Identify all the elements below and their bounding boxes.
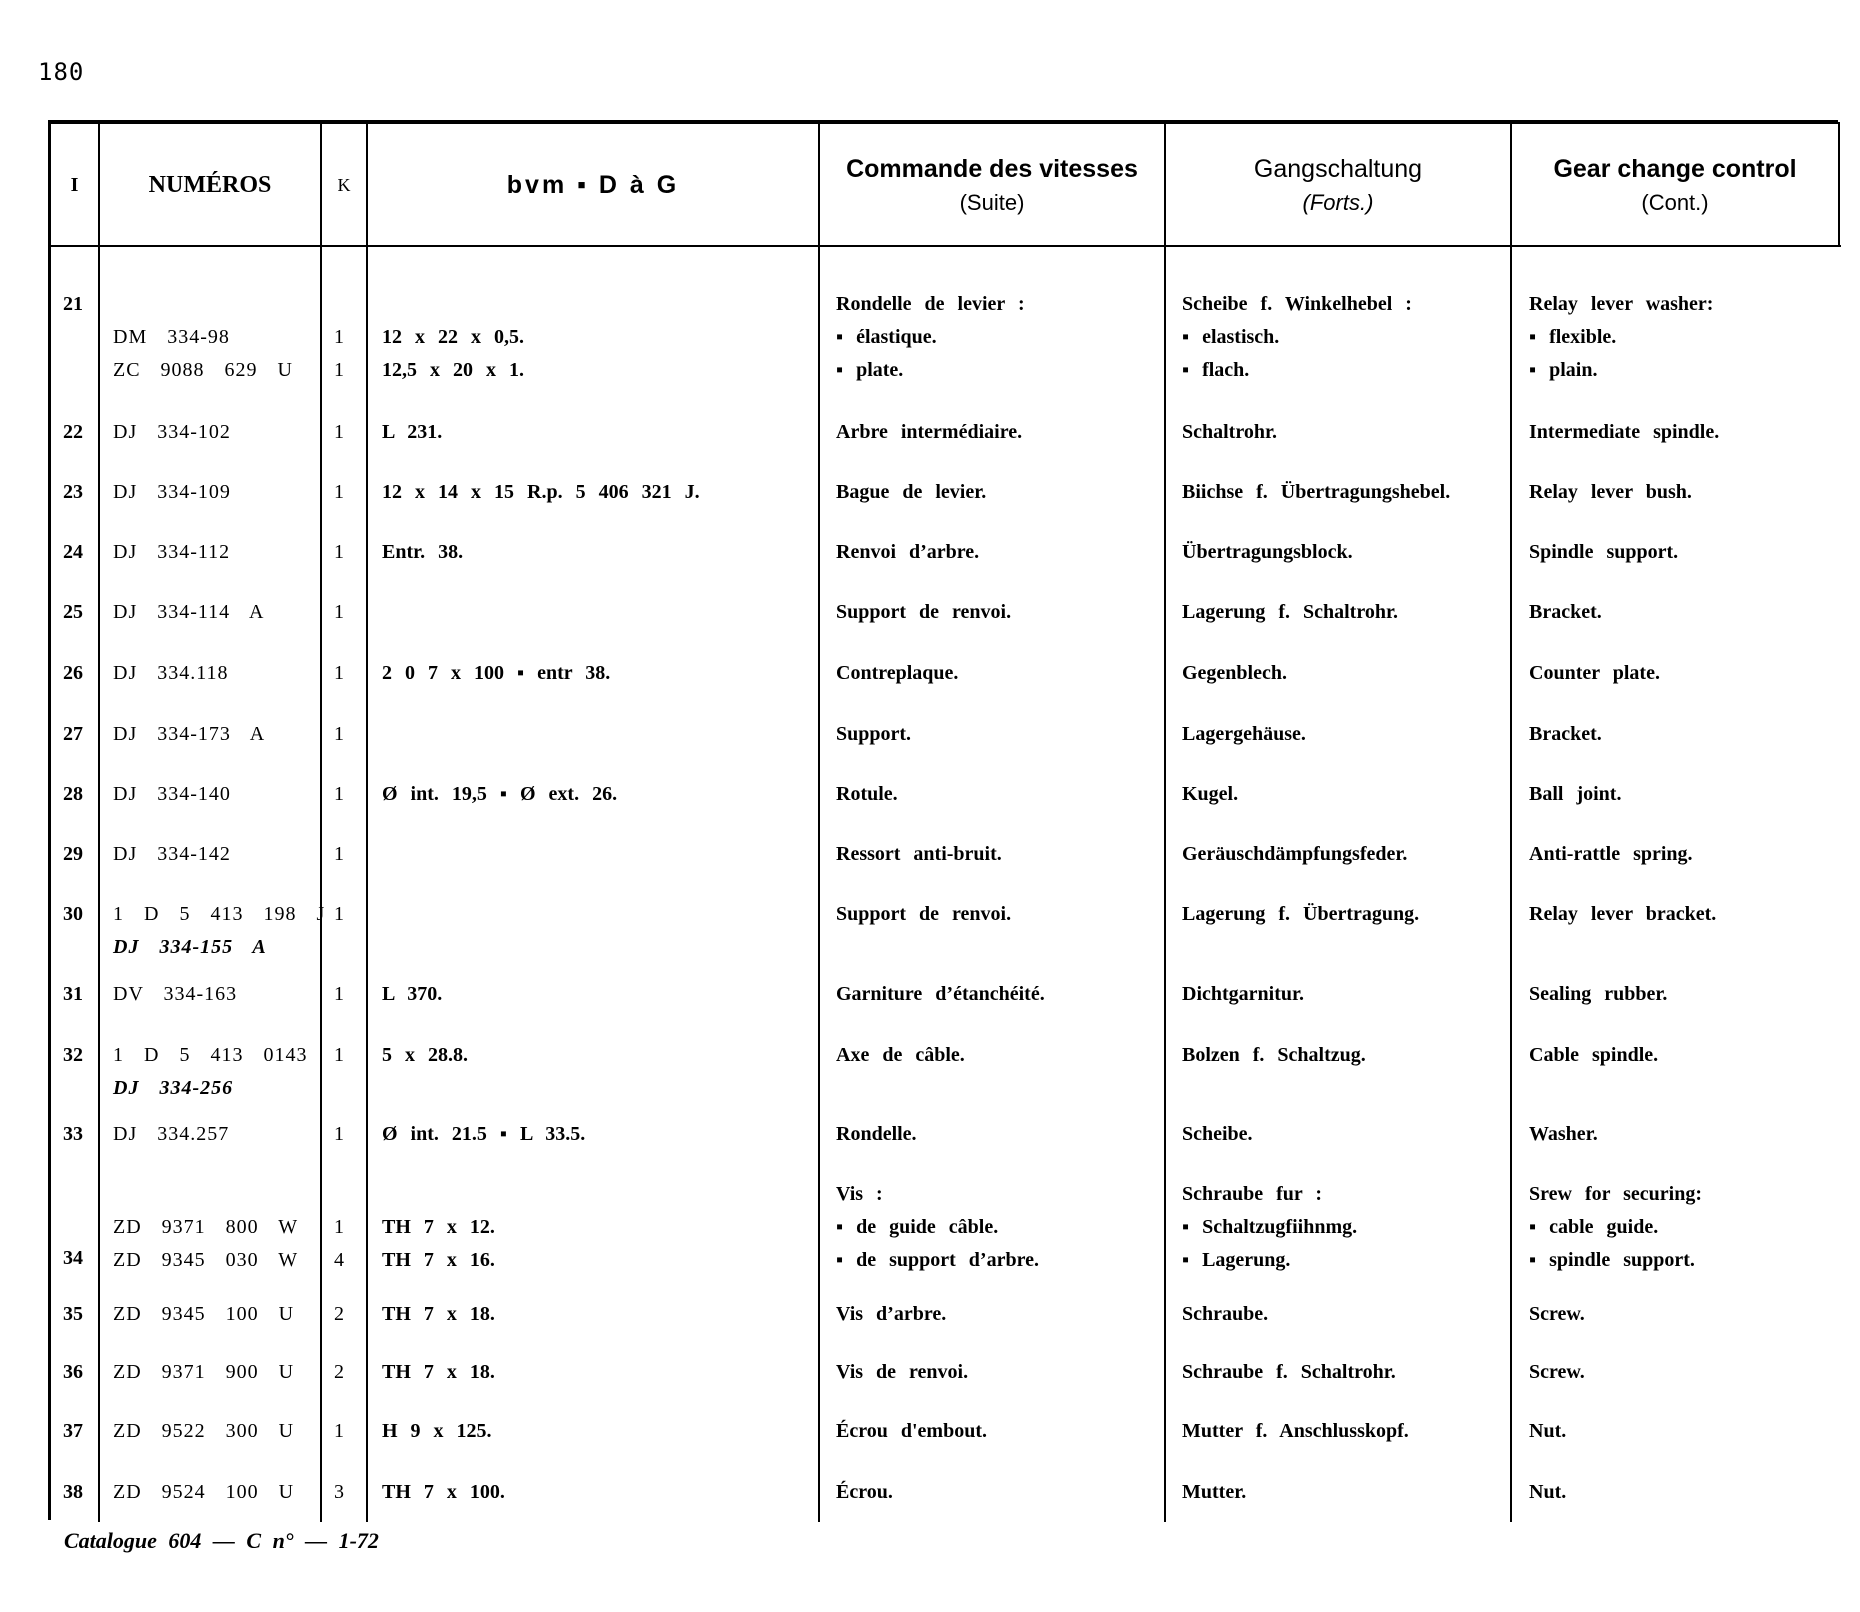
part-number-text: 1 D 5 413 198 J [113,903,326,925]
cell-quantity [334,1356,364,1389]
german-description-text: Lagergehäuse. [1182,723,1306,745]
dimensions-text: TH 7 x 12. [382,1216,495,1238]
cell-part-number [113,718,323,751]
row-index: 35 [63,1303,83,1325]
cell-french-description [836,838,1166,871]
row-index: 37 [63,1420,83,1442]
quantity-text [334,1072,364,1105]
header-index: I [70,173,79,196]
german-description-text: Lagerung f. Übertragung. [1182,903,1420,925]
quantity-text: 1 [334,903,344,925]
dimensions-text: TH 7 x 18. [382,1361,495,1383]
quantity-text: 1 [334,1216,344,1238]
cell-german-description [1182,476,1512,509]
french-description-text: Support de renvoi. [836,903,1012,925]
german-description-text: Gegenblech. [1182,662,1287,684]
english-description-text: ▪ spindle support. [1529,1249,1695,1271]
cell-english-description [1529,1039,1859,1072]
header-french [820,124,1164,246]
english-description-text: ▪ flexible. [1529,326,1617,348]
cell-french-description [836,1476,1166,1509]
quantity-text: 3 [334,1481,344,1503]
cell-french-description [836,978,1166,1011]
cell-french-description [836,898,1166,931]
catalogue-footer: Catalogue 604 — C n° — 1-72 [64,1528,379,1553]
header-english-sub: (Cont.) [1641,189,1709,215]
english-description-text: ▪ cable guide. [1529,1216,1659,1238]
french-description-text: Écrou. [836,1481,893,1503]
cell-english-description [1529,718,1859,751]
cell-german-description [1182,288,1512,387]
page-number: 180 [38,58,85,86]
cell-german-description [1182,898,1512,931]
cell-index [63,1298,103,1331]
dimensions-text [382,718,822,751]
cell-english-description [1529,898,1859,931]
part-number-text: DJ 334-109 [113,481,231,503]
header-german-title: Gangschaltung [1253,154,1423,183]
english-description-text: Nut. [1529,1481,1567,1503]
row-index: 24 [63,541,83,563]
english-description-text: Intermediate spindle. [1529,421,1720,443]
english-description-text: Relay lever bracket. [1529,903,1717,925]
header-english-title: Gear change control [1553,154,1797,183]
part-number-text: DM 334-98 [113,326,230,348]
cell-quantity [334,898,364,964]
part-number-text: DJ 334-173 A [113,723,266,745]
french-description-text: Garniture d’étanchéité. [836,983,1045,1005]
quantity-text: 1 [334,421,344,443]
cell-part-number [113,536,323,569]
row-index: 27 [63,723,83,745]
cell-index [63,596,103,629]
dimensions-text [382,1178,822,1211]
french-description-text: Écrou d'embout. [836,1420,987,1442]
column-divider [366,247,368,1522]
part-number-text: ZC 9088 629 U [113,359,293,381]
cell-part-number [113,1415,323,1448]
cell-english-description [1529,657,1859,690]
english-description-text: Anti-rattle spring. [1529,843,1693,865]
part-number-text: ZD 9522 300 U [113,1420,295,1442]
quantity-text: 1 [334,1044,344,1066]
cell-french-description [836,288,1166,387]
row-index: 21 [63,293,83,315]
german-description-text: ▪ Lagerung. [1182,1249,1291,1271]
german-description-text: Bolzen f. Schaltzug. [1182,1044,1366,1066]
cell-english-description [1529,1118,1859,1151]
cell-french-description [836,778,1166,811]
cell-part-number [113,1118,323,1151]
cell-quantity [334,778,364,811]
cell-part-number [113,288,323,387]
english-description-text: Screw. [1529,1361,1585,1383]
cell-index [63,288,103,321]
english-description-text: Nut. [1529,1420,1567,1442]
dimensions-text: Entr. 38. [382,541,464,563]
dimensions-text [382,596,822,629]
quantity-text [334,288,364,321]
part-number-text: DV 334-163 [113,983,238,1005]
cell-dimensions [382,536,822,569]
cell-part-number [113,1298,323,1331]
french-description-text: Bague de levier. [836,481,987,503]
dimensions-text: 2 0 7 x 100 ▪ entr 38. [382,662,611,684]
cell-quantity [334,476,364,509]
german-description-text: Schraube fur : [1182,1183,1323,1205]
part-number-text: ZD 9371 900 U [113,1361,295,1383]
quantity-text: 2 [334,1361,344,1383]
cell-french-description [836,476,1166,509]
header-french-sub: (Suite) [959,189,1025,215]
cell-german-description [1182,778,1512,811]
quantity-text: 1 [334,601,344,623]
quantity-text [334,931,364,964]
cell-part-number [113,416,323,449]
cell-dimensions [382,1178,822,1277]
cell-index [63,1415,103,1448]
cell-english-description [1529,476,1859,509]
header-k: K [337,174,351,195]
cell-part-number [113,476,323,509]
quantity-text: 1 [334,983,344,1005]
french-description-text: Support de renvoi. [836,601,1012,623]
quantity-text [334,1178,364,1211]
cell-index [63,1178,103,1275]
cell-german-description [1182,536,1512,569]
english-description-text: Relay lever washer: [1529,293,1714,315]
cell-german-description [1182,596,1512,629]
cell-dimensions [382,416,822,449]
part-number-text: DJ 334-142 [113,843,231,865]
cell-part-number [113,778,323,811]
dimensions-text: L 231. [382,421,443,443]
part-number-text: DJ 334-112 [113,541,231,563]
cell-quantity [334,288,364,387]
part-number-text: DJ 334-102 [113,421,231,443]
dimensions-text: L 370. [382,983,443,1005]
row-index: 28 [63,783,83,805]
cell-english-description [1529,416,1859,449]
cell-index [63,1476,103,1509]
cell-german-description [1182,1178,1512,1277]
cell-dimensions [382,1118,822,1151]
dimensions-text: TH 7 x 18. [382,1303,495,1325]
cell-french-description [836,596,1166,629]
cell-quantity [334,978,364,1011]
cell-german-description [1182,838,1512,871]
cell-index [63,778,103,811]
cell-dimensions [382,898,822,931]
french-description-text: Support. [836,723,912,745]
cell-part-number [113,1356,323,1389]
quantity-text: 1 [334,1123,344,1145]
cell-quantity [334,416,364,449]
cell-index [63,978,103,1011]
cell-german-description [1182,1298,1512,1331]
cell-german-description [1182,1476,1512,1509]
cell-index [63,718,103,751]
dimensions-text [382,898,822,931]
english-description-text: Bracket. [1529,601,1602,623]
row-index: 34 [63,1247,83,1269]
cell-index [63,898,103,931]
part-number-text: ZD 9371 800 W [113,1216,299,1238]
header-german [1166,124,1510,246]
french-description-text: ▪ élastique. [836,326,937,348]
part-number-text: DJ 334-155 A [113,936,267,958]
french-description-text: Rotule. [836,783,898,805]
quantity-text: 1 [334,662,344,684]
cell-quantity [334,1178,364,1277]
french-description-text: Rondelle. [836,1123,917,1145]
header-french-title: Commande des vitesses [846,154,1138,183]
header-german-sub: (Forts.) [1302,189,1374,215]
cell-french-description [836,1178,1166,1277]
dimensions-text [382,838,822,871]
cell-quantity [334,657,364,690]
french-description-text: Contreplaque. [836,662,959,684]
cell-quantity [334,1039,364,1105]
german-description-text: ▪ flach. [1182,359,1250,381]
cell-dimensions [382,476,822,509]
cell-english-description [1529,778,1859,811]
cell-quantity [334,1118,364,1151]
french-description-text: Arbre intermédiaire. [836,421,1023,443]
german-description-text: ▪ Schaltzugfiihnmg. [1182,1216,1358,1238]
part-number-text: DJ 334-114 A [113,601,265,623]
row-index: 30 [63,903,83,925]
table-left-border [48,120,51,1520]
cell-quantity [334,596,364,629]
french-description-text: ▪ plate. [836,359,904,381]
english-description-text: Srew for securing: [1529,1183,1703,1205]
cell-quantity [334,838,364,871]
row-index: 25 [63,601,83,623]
german-description-text: Dichtgarnitur. [1182,983,1305,1005]
part-number-text: ZD 9345 030 W [113,1249,299,1271]
quantity-text: 1 [334,541,344,563]
part-number-text: DJ 334-256 [113,1077,234,1099]
row-index: 38 [63,1481,83,1503]
cell-english-description [1529,978,1859,1011]
cell-french-description [836,536,1166,569]
french-description-text: Rondelle de levier : [836,293,1025,315]
cell-english-description [1529,1476,1859,1509]
part-number-text: DJ 334-140 [113,783,231,805]
dimensions-text: TH 7 x 16. [382,1249,495,1271]
row-index: 36 [63,1361,83,1383]
cell-index [63,657,103,690]
quantity-text: 1 [334,1420,344,1442]
cell-part-number [113,596,323,629]
english-description-text: Ball joint. [1529,783,1622,805]
cell-index [63,1118,103,1151]
row-index: 32 [63,1044,83,1066]
cell-index [63,1356,103,1389]
cell-german-description [1182,1356,1512,1389]
part-number-text [113,1178,323,1211]
cell-english-description [1529,838,1859,871]
cell-english-description [1529,1415,1859,1448]
dimensions-text: TH 7 x 100. [382,1481,505,1503]
quantity-text: 1 [334,359,344,381]
dimensions-text: 12 x 14 x 15 R.p. 5 406 321 J. [382,481,700,503]
row-index: 22 [63,421,83,443]
cell-french-description [836,1039,1166,1072]
cell-dimensions [382,718,822,751]
french-description-text: ▪ de support d’arbre. [836,1249,1039,1271]
cell-german-description [1182,1415,1512,1448]
german-description-text: Mutter. [1182,1481,1247,1503]
row-index: 33 [63,1123,83,1145]
cell-english-description [1529,536,1859,569]
dimensions-text: H 9 x 125. [382,1420,492,1442]
part-number-text: 1 D 5 413 0143 [113,1044,308,1066]
french-description-text: ▪ de guide câble. [836,1216,999,1238]
dimensions-text: 12,5 x 20 x 1. [382,359,524,381]
french-description-text: Axe de câble. [836,1044,965,1066]
cell-quantity [334,718,364,751]
cell-dimensions [382,1476,822,1509]
cell-dimensions [382,657,822,690]
header-numbers: NUMÉROS [148,171,272,198]
cell-english-description [1529,288,1859,387]
dimensions-text: Ø int. 21.5 ▪ L 33.5. [382,1123,586,1145]
row-index: 29 [63,843,83,865]
cell-french-description [836,1356,1166,1389]
cell-index [63,416,103,449]
english-description-text: Cable spindle. [1529,1044,1659,1066]
english-description-text: Relay lever bush. [1529,481,1692,503]
german-description-text: Übertragungsblock. [1182,541,1353,563]
english-description-text: Sealing rubber. [1529,983,1668,1005]
cell-index [63,1039,103,1072]
english-description-text: Washer. [1529,1123,1598,1145]
cell-dimensions [382,1356,822,1389]
french-description-text: Renvoi d’arbre. [836,541,980,563]
header-dimensions: bvm ▪ D à G [506,170,680,199]
quantity-text: 4 [334,1249,344,1271]
german-description-text: ▪ elastisch. [1182,326,1280,348]
row-index: 26 [63,662,83,684]
cell-part-number [113,978,323,1011]
english-description-text: Screw. [1529,1303,1585,1325]
part-number-text: DJ 334.257 [113,1123,230,1145]
cell-dimensions [382,1298,822,1331]
cell-quantity [334,1298,364,1331]
cell-quantity [334,1476,364,1509]
cell-quantity [334,1415,364,1448]
quantity-text: 1 [334,783,344,805]
cell-french-description [836,416,1166,449]
german-description-text: Scheibe. [1182,1123,1253,1145]
english-description-text: ▪ plain. [1529,359,1598,381]
dimensions-text [382,288,822,321]
french-description-text: Ressort anti-bruit. [836,843,1002,865]
cell-german-description [1182,1118,1512,1151]
cell-german-description [1182,1039,1512,1072]
cell-part-number [113,898,326,964]
cell-dimensions [382,288,822,387]
part-number-text: ZD 9345 100 U [113,1303,295,1325]
cell-german-description [1182,416,1512,449]
row-index: 31 [63,983,83,1005]
cell-quantity [334,536,364,569]
cell-french-description [836,1415,1166,1448]
cell-english-description [1529,1298,1859,1331]
cell-part-number [113,1178,323,1277]
part-number-text: ZD 9524 100 U [113,1481,295,1503]
cell-french-description [836,1298,1166,1331]
cell-french-description [836,657,1166,690]
cell-index [63,838,103,871]
cell-english-description [1529,1178,1859,1277]
cell-dimensions [382,1039,822,1072]
dimensions-text: 12 x 22 x 0,5. [382,326,524,348]
cell-dimensions [382,1415,822,1448]
german-description-text: Schaltrohr. [1182,421,1278,443]
german-description-text: Mutter f. Anschlusskopf. [1182,1420,1409,1442]
cell-english-description [1529,596,1859,629]
cell-dimensions [382,596,822,629]
header-english [1512,124,1838,246]
cell-french-description [836,1118,1166,1151]
cell-part-number [113,1476,323,1509]
german-description-text: Geräuschdämpfungsfeder. [1182,843,1408,865]
cell-index [63,536,103,569]
cell-english-description [1529,1356,1859,1389]
english-description-text: Bracket. [1529,723,1602,745]
cell-part-number [113,657,323,690]
french-description-text: Vis de renvoi. [836,1361,969,1383]
cell-dimensions [382,978,822,1011]
cell-part-number [113,1039,323,1105]
german-description-text: Biichse f. Übertragungshebel. [1182,481,1451,503]
cell-index [63,476,103,509]
part-number-text: DJ 334.118 [113,662,229,684]
german-description-text: Schraube. [1182,1303,1269,1325]
english-description-text: Counter plate. [1529,662,1660,684]
cell-french-description [836,718,1166,751]
cell-german-description [1182,718,1512,751]
quantity-text: 1 [334,326,344,348]
column-divider [1838,122,1840,247]
dimensions-text: Ø int. 19,5 ▪ Ø ext. 26. [382,783,618,805]
quantity-text: 1 [334,481,344,503]
cell-dimensions [382,838,822,871]
german-description-text: Scheibe f. Winkelhebel : [1182,293,1412,315]
french-description-text: Vis d’arbre. [836,1303,947,1325]
quantity-text: 1 [334,723,344,745]
german-description-text: Schraube f. Schaltrohr. [1182,1361,1396,1383]
cell-dimensions [382,778,822,811]
english-description-text: Spindle support. [1529,541,1679,563]
cell-part-number [113,838,323,871]
part-number-text [113,288,323,321]
dimensions-text: 5 x 28.8. [382,1044,468,1066]
cell-german-description [1182,657,1512,690]
cell-german-description [1182,978,1512,1011]
quantity-text: 1 [334,843,344,865]
row-index: 23 [63,481,83,503]
quantity-text: 2 [334,1303,344,1325]
french-description-text: Vis : [836,1183,883,1205]
german-description-text: Kugel. [1182,783,1239,805]
german-description-text: Lagerung f. Schaltrohr. [1182,601,1399,623]
